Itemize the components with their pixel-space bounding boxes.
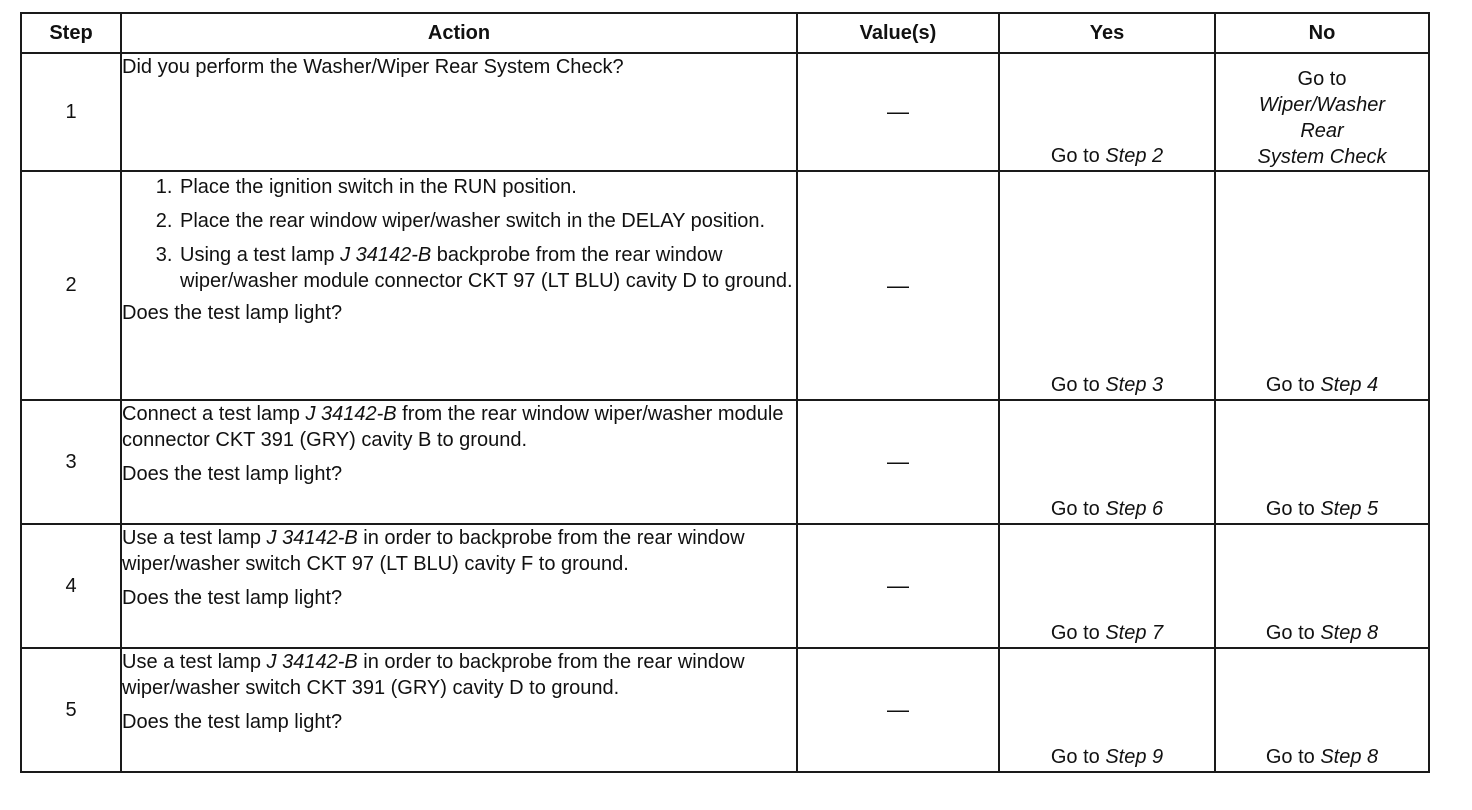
step-link[interactable]: Step 8 bbox=[1320, 622, 1379, 644]
step-link[interactable]: Step 2 bbox=[1105, 145, 1164, 167]
no-cell bbox=[1215, 400, 1429, 524]
header-values: Value(s) bbox=[797, 13, 999, 53]
substep-list bbox=[122, 174, 796, 294]
table-row bbox=[21, 400, 1429, 524]
no-cell bbox=[1215, 648, 1429, 772]
yes-cell bbox=[999, 524, 1215, 648]
goto-prefix: Go to bbox=[1050, 374, 1106, 396]
yes-cell bbox=[999, 400, 1215, 524]
tool-number: J 34142-B bbox=[340, 244, 432, 266]
table-row bbox=[21, 53, 1429, 171]
action-cell bbox=[121, 171, 797, 400]
yes-cell bbox=[999, 53, 1215, 171]
substep-item: 1. Place the ignition switch in the RUN position. bbox=[178, 174, 796, 200]
no-cell bbox=[1215, 53, 1429, 171]
table-row bbox=[21, 524, 1429, 648]
tool-number: J 34142-B bbox=[266, 527, 358, 549]
goto-prefix: Go to bbox=[1265, 498, 1321, 520]
yes-cell bbox=[999, 648, 1215, 772]
step-number: 2 bbox=[21, 171, 121, 400]
question-text: Does the test lamp light? bbox=[122, 302, 343, 324]
substep-item: 2. Place the rear window wiper/washer switch in the DELAY position. bbox=[178, 208, 796, 234]
question-text: Does the test lamp light? bbox=[122, 587, 343, 609]
action-text: from the rear window wiper/washer module connector CKT 391 (GRY) cavity B to ground. bbox=[122, 403, 784, 451]
procedure-link-line[interactable]: Wiper/Washer bbox=[1258, 94, 1386, 116]
no-cell bbox=[1215, 171, 1429, 400]
no-cell bbox=[1215, 524, 1429, 648]
value-cell: — bbox=[797, 648, 999, 772]
step-number: 4 bbox=[21, 524, 121, 648]
value-cell: — bbox=[797, 400, 999, 524]
header-row bbox=[21, 13, 1429, 53]
procedure-link-line[interactable]: System Check bbox=[1257, 146, 1387, 168]
value-cell: — bbox=[797, 171, 999, 400]
header-yes: Yes bbox=[999, 13, 1215, 53]
step-link[interactable]: Step 9 bbox=[1105, 746, 1164, 768]
value-cell: — bbox=[797, 524, 999, 648]
step-link[interactable]: Step 8 bbox=[1320, 746, 1379, 768]
substep-text: Using a test lamp bbox=[180, 244, 341, 266]
step-link[interactable]: Step 6 bbox=[1105, 498, 1164, 520]
tool-number: J 34142-B bbox=[305, 403, 397, 425]
action-cell bbox=[121, 524, 797, 648]
step-number: 1 bbox=[21, 53, 121, 171]
action-text: in order to backprobe from the rear window wiper/washer switch CKT 97 (LT BLU) cavity F to ground. bbox=[122, 527, 745, 575]
goto-prefix: Go to bbox=[1265, 746, 1321, 768]
action-text: Use a test lamp bbox=[122, 527, 267, 549]
action-text: in order to backprobe from the rear window wiper/washer switch CKT 391 (GRY) cavity D to ground. bbox=[122, 651, 745, 699]
question-text: Does the test lamp light? bbox=[122, 463, 343, 485]
tool-number: J 34142-B bbox=[266, 651, 358, 673]
goto-prefix: Go to bbox=[1050, 498, 1106, 520]
action-cell bbox=[121, 648, 797, 772]
step-link[interactable]: Step 4 bbox=[1320, 374, 1379, 396]
diagnostic-table bbox=[20, 12, 1430, 773]
step-link[interactable]: Step 5 bbox=[1320, 498, 1379, 520]
step-number: 5 bbox=[21, 648, 121, 772]
goto-prefix: Go to bbox=[1297, 68, 1347, 90]
substep-item bbox=[178, 242, 796, 294]
action-cell bbox=[121, 400, 797, 524]
value-cell: — bbox=[797, 53, 999, 171]
step-number: 3 bbox=[21, 400, 121, 524]
action-cell bbox=[121, 53, 797, 171]
substep-text: backprobe from the rear window wiper/washer module connector CKT 97 (LT BLU) cavity D to ground. bbox=[180, 244, 793, 292]
goto-prefix: Go to bbox=[1265, 622, 1321, 644]
table-row bbox=[21, 171, 1429, 400]
header-action: Action bbox=[121, 13, 797, 53]
question-text: Does the test lamp light? bbox=[122, 711, 343, 733]
procedure-link-line[interactable]: Rear bbox=[1300, 120, 1344, 142]
action-text: Connect a test lamp bbox=[122, 403, 306, 425]
step-link[interactable]: Step 7 bbox=[1105, 622, 1164, 644]
header-no: No bbox=[1215, 13, 1429, 53]
table-row bbox=[21, 648, 1429, 772]
goto-prefix: Go to bbox=[1050, 746, 1106, 768]
goto-prefix: Go to bbox=[1050, 622, 1106, 644]
step-link[interactable]: Step 3 bbox=[1105, 374, 1164, 396]
action-text: Did you perform the Washer/Wiper Rear System Check? bbox=[122, 56, 624, 78]
goto-prefix: Go to bbox=[1265, 374, 1321, 396]
header-step: Step bbox=[21, 13, 121, 53]
action-text: Use a test lamp bbox=[122, 651, 267, 673]
yes-cell bbox=[999, 171, 1215, 400]
goto-prefix: Go to bbox=[1050, 145, 1106, 167]
